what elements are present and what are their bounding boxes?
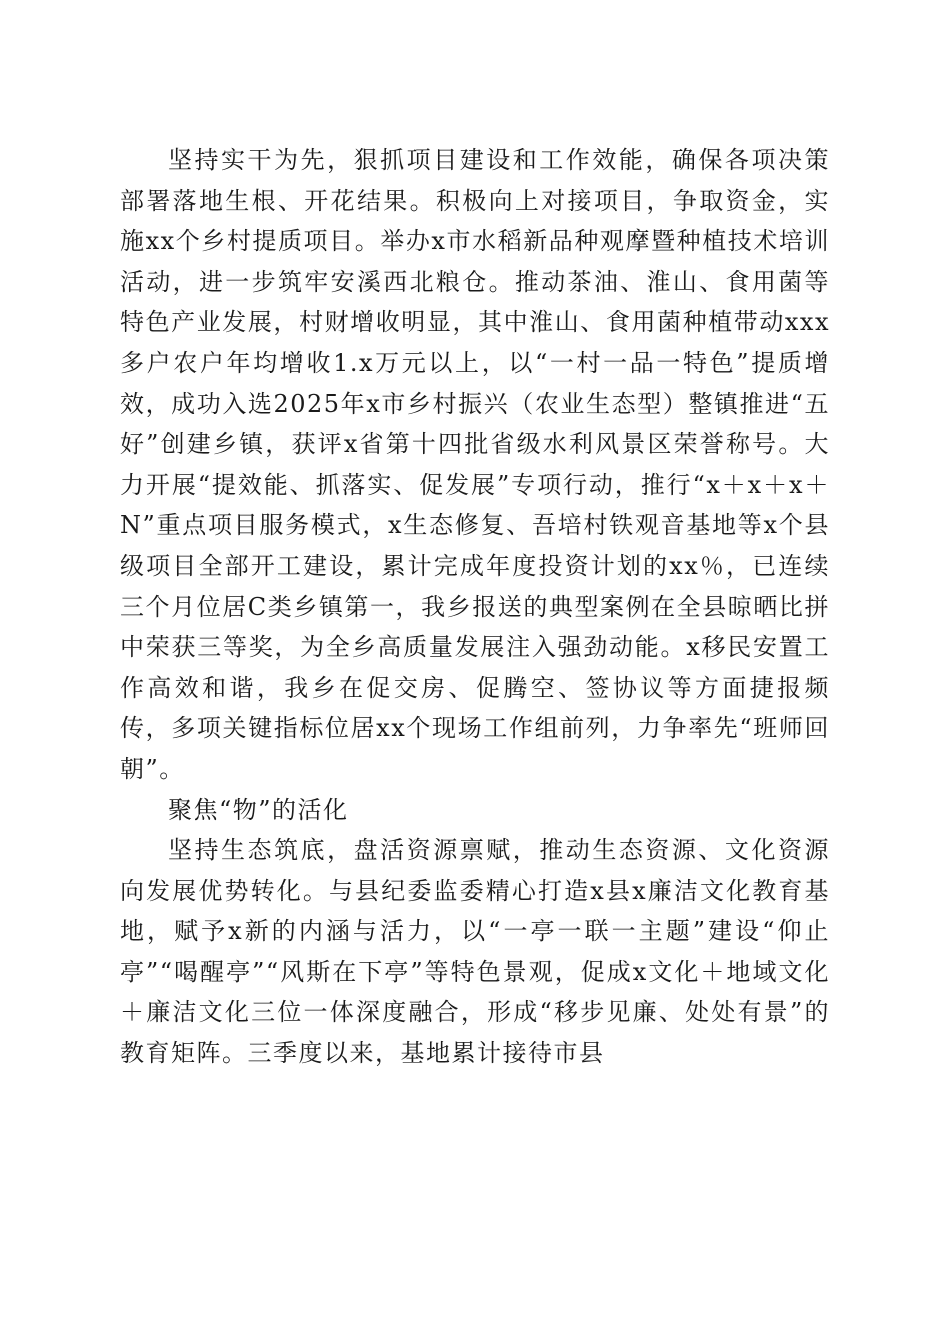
section-heading: 聚焦“物”的活化	[168, 795, 349, 824]
paragraph-project-construction: 坚持实干为先，狠抓项目建设和工作效能，确保各项决策部署落地生根、开花结果。积极向上对接项目，争取资金，实施xx个乡村提质项目。举办x市水稻新品种观摩暨种植技术培训活动，进一步筑牢安溪西北粮仓。推动茶油、淮山、食用菌等特色产业发展，村财增收明显，其中淮山、食用菌种植带动xxx多户农户年均增收1.x万元以上，以“一村一品一特色”提质增效，成功入选2025年x市乡村振兴（农业生态型）整镇推进“五好”创建乡镇，获评x省第十四批省级水利风景区荣誉称号。大力开展“提效能、抓落实、促发展”专项行动，推行“x＋x＋x＋N”重点项目服务模式，x生态修复、吾培村铁观音基地等x个县级项目全部开工建设，累计完成年度投资计划的xx％，已连续三个月位居C类乡镇第一，我乡报送的典型案例在全县晾晒比拼中荣获三等奖，为全乡高质量发展注入强劲动能。x移民安置工作高效和谐，我乡在促交房、促腾空、签协议等方面捷报频传，多项关键指标位居xx个现场工作组前列，力争率先“班师回朝”。	[120, 146, 830, 783]
document-body	[120, 140, 830, 1074]
paragraph-resource-activation: 坚持生态筑底，盘活资源禀赋，推动生态资源、文化资源向发展优势转化。与县纪委监委精心打造x县x廉洁文化教育基地，赋予x新的内涵与活力，以“一亭一联一主题”建设“仰止亭”“喝醒亭”“风斯在下亭”等特色景观，促成x文化＋地域文化＋廉洁文化三位一体深度融合，形成“移步见廉、处处有景”的教育矩阵。三季度以来，基地累计接待市县	[120, 836, 830, 1068]
